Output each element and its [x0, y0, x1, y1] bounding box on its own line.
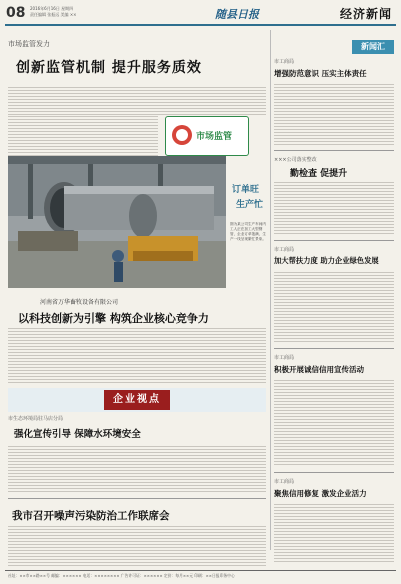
mid-body-text — [8, 328, 266, 384]
mid-art3-headline: 我市召开噪声污染防治工作联席会 — [12, 510, 170, 522]
mid-art2-kicker: 市生态环境局驻马店分局 — [8, 416, 64, 422]
main-body-text — [8, 87, 266, 115]
right-art1-body — [274, 84, 394, 146]
mid-art3-body — [8, 526, 266, 566]
right-divider-2 — [274, 240, 394, 241]
newspaper-logo: 随县日报 — [215, 8, 259, 21]
right-art2-body — [274, 182, 394, 234]
footer-info: 社址：××市××路××号 邮编：×××××× 电话：×××××××× 广告许可证：×××××× 定价：每月××元 印刷：××日报印务中心 — [8, 573, 235, 578]
right-art2-kicker: ×××公司落实整改 — [274, 157, 317, 163]
mid-headline: 以科技创新为引擎 构筑企业核心竞争力 — [18, 312, 209, 325]
right-divider-1 — [274, 150, 394, 151]
right-divider-3 — [274, 348, 394, 349]
right-art5-body — [274, 504, 394, 564]
main-headline: 创新监管机制 提升服务质效 — [16, 60, 202, 76]
right-art5-tag: 市工商局 — [274, 479, 295, 485]
right-art5-title: 聚焦信用修复 激发企业活力 — [274, 489, 367, 498]
main-kicker: 市场监管发力 — [8, 40, 50, 48]
main-body-text-2 — [8, 116, 158, 156]
mid-art2-body — [8, 446, 266, 494]
masthead-rule — [5, 24, 396, 26]
market-stamp — [165, 116, 249, 156]
right-art3-title: 加大帮扶力度 助力企业绿色发展 — [274, 256, 379, 265]
page-number: 08 — [6, 5, 26, 21]
right-art4-body — [274, 380, 394, 466]
mid-kicker: 河南省万华畜牧设备有限公司 — [40, 299, 119, 306]
right-art3-body — [274, 272, 394, 342]
column-divider — [270, 30, 271, 550]
right-art1-tag: 市工商局 — [274, 59, 295, 65]
stamp-label: 市场监管 — [196, 132, 233, 142]
right-art4-title: 积极开展诚信信用宣传活动 — [274, 365, 364, 374]
footer-rule — [5, 570, 396, 571]
mid-art2-headline: 强化宣传引导 保障水环境安全 — [14, 429, 141, 440]
edition-editor: 责任编辑 张振远 美编 ×× — [30, 12, 77, 17]
factory-photo — [8, 156, 226, 288]
edition-date: 2016年6月16日 星期四 — [30, 6, 74, 11]
side-caption-2: 生产忙 — [236, 200, 264, 210]
right-art2-title: 勤检查 促提升 — [290, 169, 348, 179]
right-divider-4 — [274, 472, 394, 473]
photo-caption: 图为某公司生产车间内工人正在加工大型钢管，企业订单饱满，生产一线呈现繁忙景象。 — [230, 222, 266, 241]
side-caption-1: 订单旺 — [232, 185, 260, 195]
right-art3-tag: 市工商局 — [274, 247, 295, 253]
news-badge: 新闻汇 — [352, 40, 394, 54]
mid-divider — [8, 498, 266, 499]
right-art4-tag: 市工商局 — [274, 355, 295, 361]
enterprise-banner: 企业视点 — [104, 390, 170, 410]
section-title: 经济新闻 — [340, 7, 393, 21]
right-art1-title: 增强防范意识 压实主体责任 — [274, 69, 367, 78]
